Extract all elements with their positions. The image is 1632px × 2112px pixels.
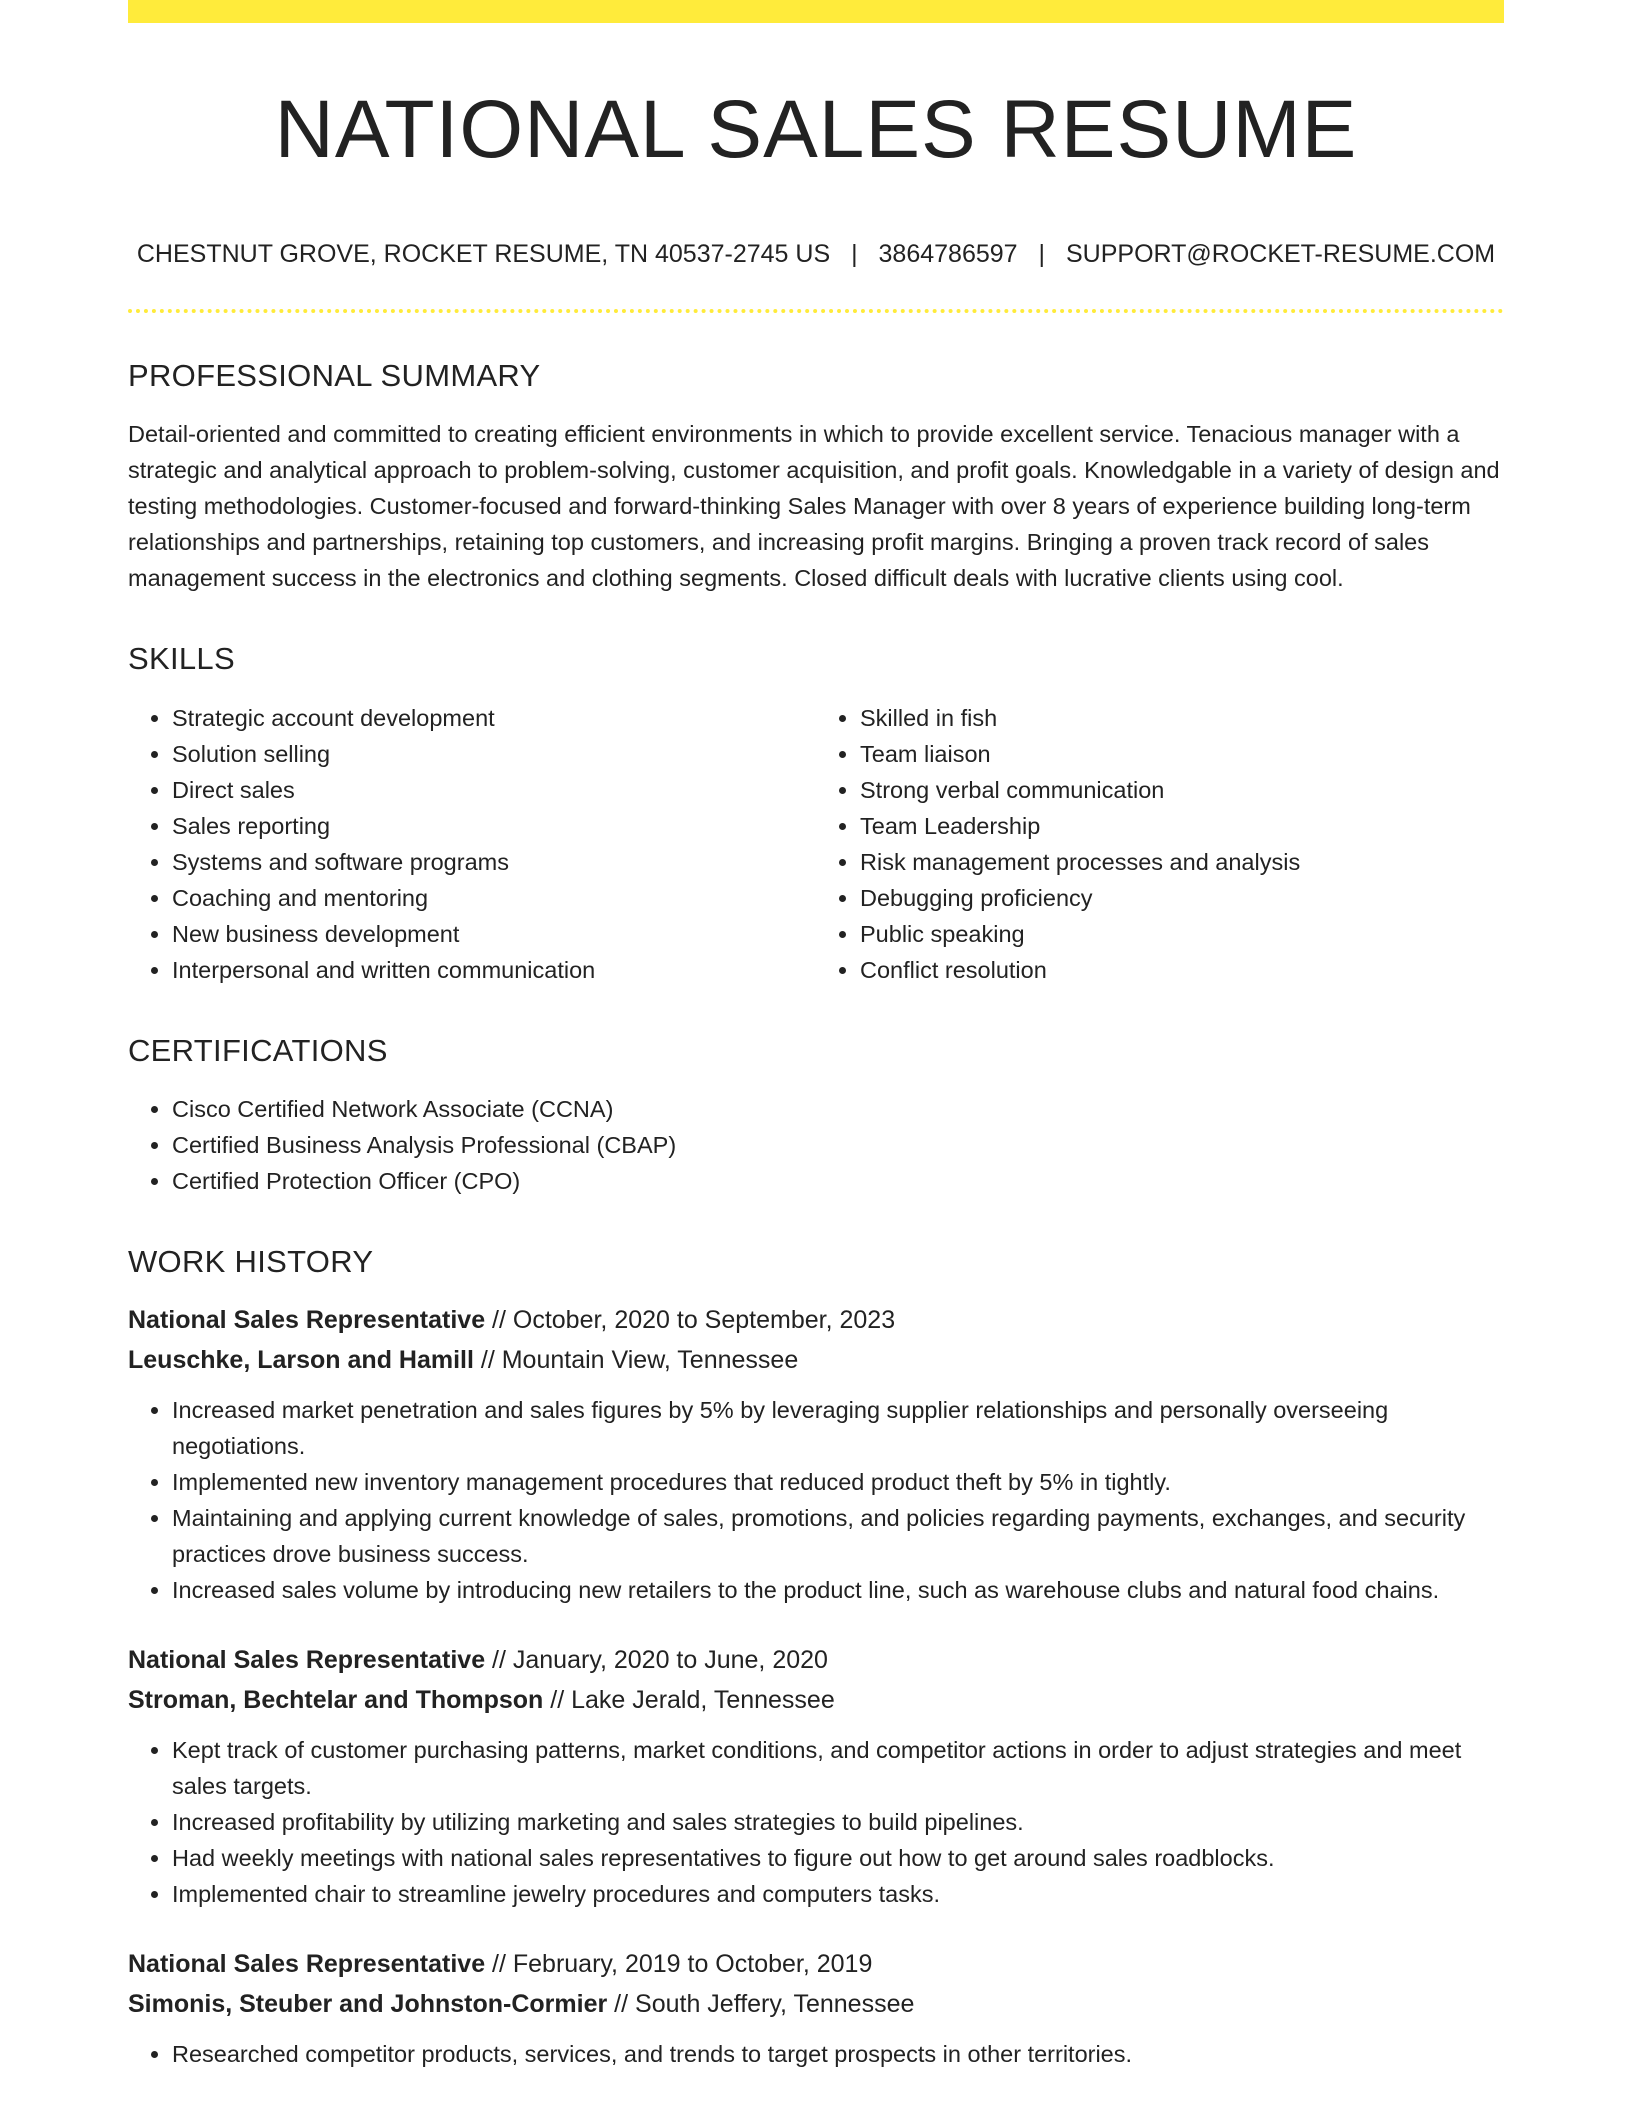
job-duties-list bbox=[128, 1732, 1504, 1912]
skill-item: • Public speaking bbox=[860, 916, 1504, 952]
job-duty-item: • Researched competitor products, services, and trends to target prospects in other territories. bbox=[172, 2036, 1504, 2072]
summary-text: Detail-oriented and committed to creating efficient environments in which to provide excellent service. Tenacious manager with a strategic and analytical approach to problem-solving, customer acquisition, and profit goals. Knowledgable in a variety of design and testing methodologies. Customer-focused and forward-thinking Sales Manager with over 8 years of experience building long-term relationships and partnerships, retaining top customers, and increasing profit margins. Bringing a proven track record of sales management success in the electronics and clothing segments. Closed difficult deals with lucrative clients using cool. bbox=[128, 421, 1500, 592]
certification-item: • Certified Protection Officer (CPO) bbox=[172, 1163, 1504, 1199]
skill-item: • Team Leadership bbox=[860, 808, 1504, 844]
job-company: Stroman, Bechtelar and Thompson bbox=[128, 1686, 544, 1715]
dotted-divider bbox=[128, 309, 1504, 313]
job-entry bbox=[128, 1640, 1504, 1912]
skill-item: • Coaching and mentoring bbox=[172, 880, 816, 916]
skills-columns bbox=[128, 700, 1504, 988]
job-role: National Sales Representative bbox=[128, 1306, 486, 1335]
skill-item: • Direct sales bbox=[172, 772, 816, 808]
job-duty-item: • Increased sales volume by introducing new retailers to the product line, such as warehouse clubs and natural food chains. bbox=[172, 1572, 1504, 1608]
resume-title: NATIONAL SALES RESUME bbox=[274, 84, 1358, 175]
skill-item: • Conflict resolution bbox=[860, 952, 1504, 988]
certification-item: • Cisco Certified Network Associate (CCNA) bbox=[172, 1091, 1504, 1127]
job-dates: // February, 2019 to October, 2019 bbox=[485, 1950, 873, 1979]
resume-page bbox=[128, 0, 1504, 2072]
skill-item: • New business development bbox=[172, 916, 816, 952]
skills-list-left bbox=[128, 700, 816, 988]
certifications-heading: CERTIFICATIONS bbox=[128, 1032, 388, 1068]
accent-top-bar bbox=[128, 0, 1504, 23]
skill-item: • Systems and software programs bbox=[172, 844, 816, 880]
skill-item: • Team liaison bbox=[860, 736, 1504, 772]
job-company-line bbox=[128, 1984, 1504, 2024]
skill-item: • Debugging proficiency bbox=[860, 880, 1504, 916]
work-history-section bbox=[128, 1243, 1504, 2072]
work-history-heading: WORK HISTORY bbox=[128, 1243, 374, 1279]
job-company-line bbox=[128, 1680, 1504, 1720]
job-company: Simonis, Steuber and Johnston-Cormier bbox=[128, 1990, 608, 2019]
certifications-list bbox=[128, 1091, 1504, 1199]
job-duty-item: • Maintaining and applying current knowledge of sales, promotions, and policies regarding payments, exchanges, and security practices drove business success. bbox=[172, 1500, 1504, 1572]
job-dates: // January, 2020 to June, 2020 bbox=[485, 1646, 828, 1675]
job-title-line bbox=[128, 1944, 1504, 1984]
job-duties-list bbox=[128, 1392, 1504, 1608]
summary-section bbox=[128, 357, 1504, 596]
skill-item: • Strategic account development bbox=[172, 700, 816, 736]
skill-item: • Sales reporting bbox=[172, 808, 816, 844]
certification-item: • Certified Business Analysis Professional (CBAP) bbox=[172, 1127, 1504, 1163]
job-location: // Mountain View, Tennessee bbox=[473, 1346, 799, 1375]
job-role: National Sales Representative bbox=[128, 1950, 486, 1979]
skill-item: • Skilled in fish bbox=[860, 700, 1504, 736]
job-duty-item: • Kept track of customer purchasing patterns, market conditions, and competitor actions in order to adjust strategies and meet sales targets. bbox=[172, 1732, 1504, 1804]
job-duty-item: • Increased profitability by utilizing marketing and sales strategies to build pipelines. bbox=[172, 1804, 1504, 1840]
job-entry bbox=[128, 1944, 1504, 2072]
contact-address: CHESTNUT GROVE, ROCKET RESUME, TN 40537-2745 US bbox=[136, 240, 831, 269]
skill-item: • Risk management processes and analysis bbox=[860, 844, 1504, 880]
job-entry bbox=[128, 1300, 1504, 1608]
summary-heading: PROFESSIONAL SUMMARY bbox=[128, 358, 541, 394]
job-company-line bbox=[128, 1340, 1504, 1380]
job-role: National Sales Representative bbox=[128, 1646, 486, 1675]
job-title-line bbox=[128, 1640, 1504, 1680]
job-duties-list bbox=[128, 2036, 1504, 2072]
contact-line bbox=[128, 239, 1504, 269]
contact-separator: | bbox=[851, 240, 858, 269]
job-title-line bbox=[128, 1300, 1504, 1340]
skills-list-right bbox=[816, 700, 1504, 988]
job-duty-item: • Implemented chair to streamline jewelry procedures and computers tasks. bbox=[172, 1876, 1504, 1912]
skill-item: • Interpersonal and written communication bbox=[172, 952, 816, 988]
job-dates: // October, 2020 to September, 2023 bbox=[485, 1306, 896, 1335]
job-duty-item: • Had weekly meetings with national sales representatives to figure out how to get around sales roadblocks. bbox=[172, 1840, 1504, 1876]
job-company: Leuschke, Larson and Hamill bbox=[128, 1346, 474, 1375]
skills-heading: SKILLS bbox=[128, 641, 235, 677]
job-location: // Lake Jerald, Tennessee bbox=[543, 1686, 835, 1715]
contact-email: SUPPORT@ROCKET-RESUME.COM bbox=[1065, 240, 1496, 269]
contact-separator: | bbox=[1038, 240, 1046, 269]
job-location: // South Jeffery, Tennessee bbox=[607, 1990, 915, 2019]
skill-item: • Strong verbal communication bbox=[860, 772, 1504, 808]
skill-item: • Solution selling bbox=[172, 736, 816, 772]
job-duty-item: • Increased market penetration and sales figures by 5% by leveraging supplier relationships and personally overseeing negotiations. bbox=[172, 1392, 1504, 1464]
job-duty-item: • Implemented new inventory management procedures that reduced product theft by 5% in tightly. bbox=[172, 1464, 1504, 1500]
skills-section bbox=[128, 640, 1504, 987]
certifications-section bbox=[128, 1032, 1504, 1199]
contact-phone: 3864786597 bbox=[878, 240, 1018, 269]
